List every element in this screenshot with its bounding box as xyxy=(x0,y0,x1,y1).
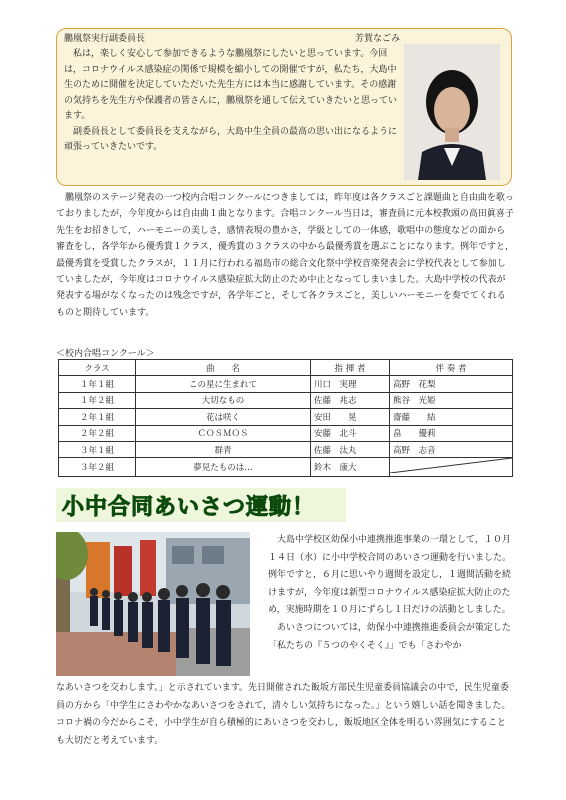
student-portrait-photo xyxy=(404,44,500,180)
accompanist-cell: 齋藤 結 xyxy=(390,409,513,425)
greeting-continued-text xyxy=(56,680,514,750)
conductor-cell: 佐藤 兆志 xyxy=(311,392,390,408)
greeting-text xyxy=(268,532,514,655)
conductor-cell: 佐藤 汰丸 xyxy=(311,441,390,457)
song-cell: 群青 xyxy=(136,441,311,457)
greeting-paragraph: 大島中学校区幼保小中連携推進事業の一環として，１０月１４日（水）に小中学校合同のあいさつ運動を行いました。例年ですと，６月に思いやり週間を設定し，１週間活動を続けますが，今年度は新型コロナウイルス感染症拡大防止のため，実施時期を１０月にずらし１日だけの活動としました。 xyxy=(268,535,512,616)
table-row xyxy=(59,425,513,441)
accompanist-cell: 高野 花梨 xyxy=(390,376,513,392)
song-cell: 大切なもの xyxy=(136,392,311,408)
greeting-title: 小中合同あいさつ運動！ xyxy=(62,495,316,520)
greeting-paragraph: あいさつについては，幼保小中連携推進委員会が策定した「私たちの『５つのやくそく』」でも「さわやか xyxy=(268,622,511,651)
diagonal-slash xyxy=(390,458,512,473)
table-row xyxy=(59,392,513,408)
conductor-cell: 川口 実理 xyxy=(311,376,390,392)
intro-paragraph: 副委員長として委員長を支えながら，大島中生全員の最高の思い出になるように頑張っていきたいです。 xyxy=(64,126,398,152)
class-cell: ２年１組 xyxy=(59,409,136,425)
class-cell: １年２組 xyxy=(59,392,136,408)
greeting-event-photo xyxy=(56,532,250,676)
class-cell: ３年１組 xyxy=(59,441,136,457)
accompanist-cell: 熊谷 光姫 xyxy=(390,392,513,408)
choir-paragraph: 鵬凰祭のステージ発表の一つ校内合唱コンクールにつきましては，昨年度は各クラスごと課題曲と自由曲を歌っておりましたが，今年度からは自由曲１曲となります。合唱コンクール当日は，審査員に元本校教頭の高田眞喜子先生をお招きして，ハーモニーの美しさ，感情表現の豊かさ，学級としての一体感，歌唱中の態度などの面から審査をし，各学年から優秀賞１クラス，優秀賞の３クラスの中から最優秀賞を選ぶことになります。例年ですと，最優秀賞を受賞したクラスが，１１月に行われる福島市の総合文化祭中学校音楽発表会に学校代表として参加していましたが，今年度はコロナウイルス感染症拡大防止のため中止となってしまいました。大島中学校の代表が発表する場がなくなったのは残念ですが，各学年ごと，そして各クラスごと，美しいハーモニーを奏でてくれるものと期待しています。 xyxy=(56,193,515,318)
intro-text xyxy=(64,47,400,156)
song-cell: ＣＯＳＭＯＳ xyxy=(136,425,311,441)
choir-article xyxy=(56,190,514,321)
intro-role: 鵬凰祭実行副委員長 xyxy=(64,34,146,44)
class-cell: １年１組 xyxy=(59,376,136,392)
col-accompanist: 伴 奏 者 xyxy=(390,360,513,376)
table-row xyxy=(59,458,513,477)
intro-header xyxy=(64,32,400,46)
table-row xyxy=(59,376,513,392)
conductor-cell: 安藤 北斗 xyxy=(311,425,390,441)
accompanist-cell: 畠 優莉 xyxy=(390,425,513,441)
accompanist-empty-cell xyxy=(390,458,513,477)
class-cell: ２年２組 xyxy=(59,425,136,441)
greeting-paragraph: なあいさつを交わします。」と示されています。先日開催された飯坂方部民生児童委員協議会の中で，民生児童委員の方から「中学生にさわやかなあいさつをされて，清々しい気持ちになった。」という嬉しい話を聞きました。コロナ禍の今だからこそ，小中学生が自ら積極的にあいさつを交わし，飯坂地区全体を明るい雰囲気にすることも大切だと考えています。 xyxy=(56,683,511,746)
intro-name: 芳賀なごみ xyxy=(354,34,400,44)
table-header-row xyxy=(59,360,513,376)
intro-paragraph: 私は，楽しく安心して参加できるような鵬凰祭にしたいと思っています。今回は，コロナウイルス感染症の関係で規模を縮小しての開催ですが，私たち，大島中生のために開催を決定していただいた先生方には本当に感謝しています。その感謝の気持ちを先生方や保護者の皆さんに，鵬凰祭を通して伝えていきたいと思っています。 xyxy=(64,49,398,121)
table-caption: ＜校内合唱コンクール＞ xyxy=(56,349,155,359)
song-cell: 花は咲く xyxy=(136,409,311,425)
col-conductor: 指 揮 者 xyxy=(311,360,390,376)
col-song: 曲 名 xyxy=(136,360,311,376)
conductor-cell: 鈴木 康大 xyxy=(311,458,390,477)
table-row xyxy=(59,441,513,457)
song-cell: 夢見たものは… xyxy=(136,458,311,477)
greeting-heading xyxy=(56,488,346,522)
song-cell: この星に生まれて xyxy=(136,376,311,392)
col-class: クラス xyxy=(59,360,136,376)
choir-table xyxy=(58,359,513,477)
conductor-cell: 安田 晃 xyxy=(311,409,390,425)
accompanist-cell: 高野 志音 xyxy=(390,441,513,457)
class-cell: ３年２組 xyxy=(59,458,136,477)
table-row xyxy=(59,409,513,425)
